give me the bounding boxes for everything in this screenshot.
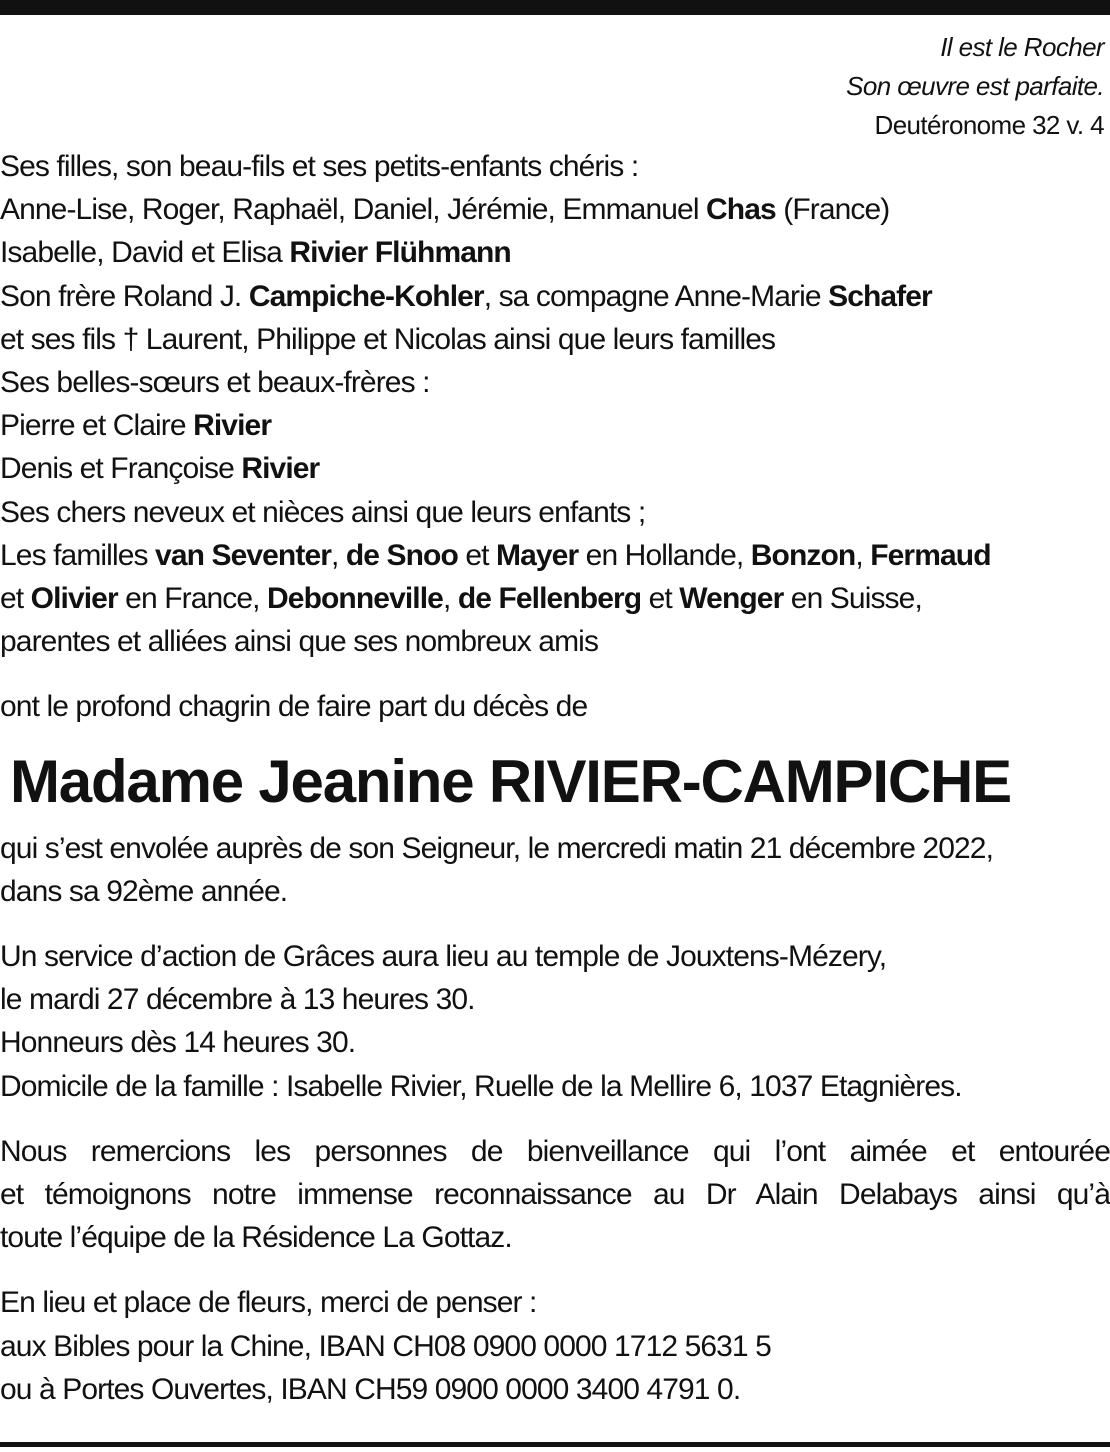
family-list (0, 145, 1110, 663)
donations-line-2: aux Bibles pour la Chine, IBAN CH08 0900 0000 1712 5631 5 (0, 1329, 771, 1363)
service-paragraph (0, 935, 1110, 1108)
service-line-4: Domicile de la famille : Isabelle Rivier, Ruelle de la Mellire 6, 1037 Etagnières. (0, 1069, 962, 1103)
obituary-notice (0, 28, 1110, 1411)
deceased-name-heading: Madame Jeanine RIVIER-CAMPICHE (10, 747, 1011, 815)
thanks-paragraph (0, 1130, 1110, 1260)
epigraph-line-2: Son œuvre est parfaite. (846, 71, 1104, 101)
family-line-9: Ses chers neveux et nièces ainsi que leurs enfants ; (0, 495, 646, 529)
family-line-2: Anne-Lise, Roger, Raphaël, Daniel, Jérémie, Emmanuel Chas (France) (0, 193, 890, 227)
family-line-1: Ses filles, son beau-fils et ses petits-enfants chéris : (0, 150, 639, 183)
family-line-5: et ses fils † Laurent, Philippe et Nicolas ainsi que leurs familles (0, 322, 776, 356)
epigraph-line-1: Il est le Rocher (940, 32, 1104, 62)
donations-paragraph (0, 1281, 1110, 1411)
passing-line-2: dans sa 92ème année. (0, 874, 288, 908)
family-line-11: et Olivier en France, Debonneville, de Fellenberg et Wenger en Suisse, (0, 582, 922, 616)
service-line-1: Un service d’action de Grâces aura lieu au temple de Jouxtens-Mézery, (0, 940, 887, 974)
thanks-line-3: toute l’équipe de la Résidence La Gottaz. (0, 1221, 512, 1255)
family-line-10: Les familles van Seventer, de Snoo et Mayer en Hollande, Bonzon, Fermaud (0, 538, 991, 572)
family-line-8: Denis et Françoise Rivier (0, 452, 320, 486)
thanks-line-2: et témoignons notre immense reconnaissance au Dr Alain Delabays ainsi qu’à (0, 1178, 1110, 1212)
bible-verse-epigraph (0, 28, 1110, 145)
family-line-7: Pierre et Claire Rivier (0, 409, 272, 443)
passing-paragraph (0, 827, 1110, 913)
top-border-rule (0, 0, 1110, 15)
family-line-12: parentes et alliées ainsi que ses nombreux amis (0, 625, 599, 659)
passing-line-1: qui s’est envolée auprès de son Seigneur, le mercredi matin 21 décembre 2022, (0, 831, 994, 865)
donations-line-1: En lieu et place de fleurs, merci de penser : (0, 1286, 537, 1320)
family-line-6: Ses belles-sœurs et beaux-frères : (0, 366, 430, 400)
bottom-border-rule (0, 1442, 1110, 1447)
announcement-text: ont le profond chagrin de faire part du décès de (0, 690, 588, 724)
service-line-3: Honneurs dès 14 heures 30. (0, 1026, 356, 1060)
service-line-2: le mardi 27 décembre à 13 heures 30. (0, 983, 475, 1017)
thanks-line-1: Nous remercions les personnes de bienveillance qui l’ont aimée et entourée (0, 1134, 1110, 1168)
family-line-3: Isabelle, David et Elisa Rivier Flühmann (0, 236, 511, 270)
family-line-4: Son frère Roland J. Campiche-Kohler, sa compagne Anne-Marie Schafer (0, 279, 932, 313)
donations-line-3: ou à Portes Ouvertes, IBAN CH59 0900 0000 3400 4791 0. (0, 1372, 741, 1406)
epigraph-reference: Deutéronome 32 v. 4 (874, 110, 1104, 140)
